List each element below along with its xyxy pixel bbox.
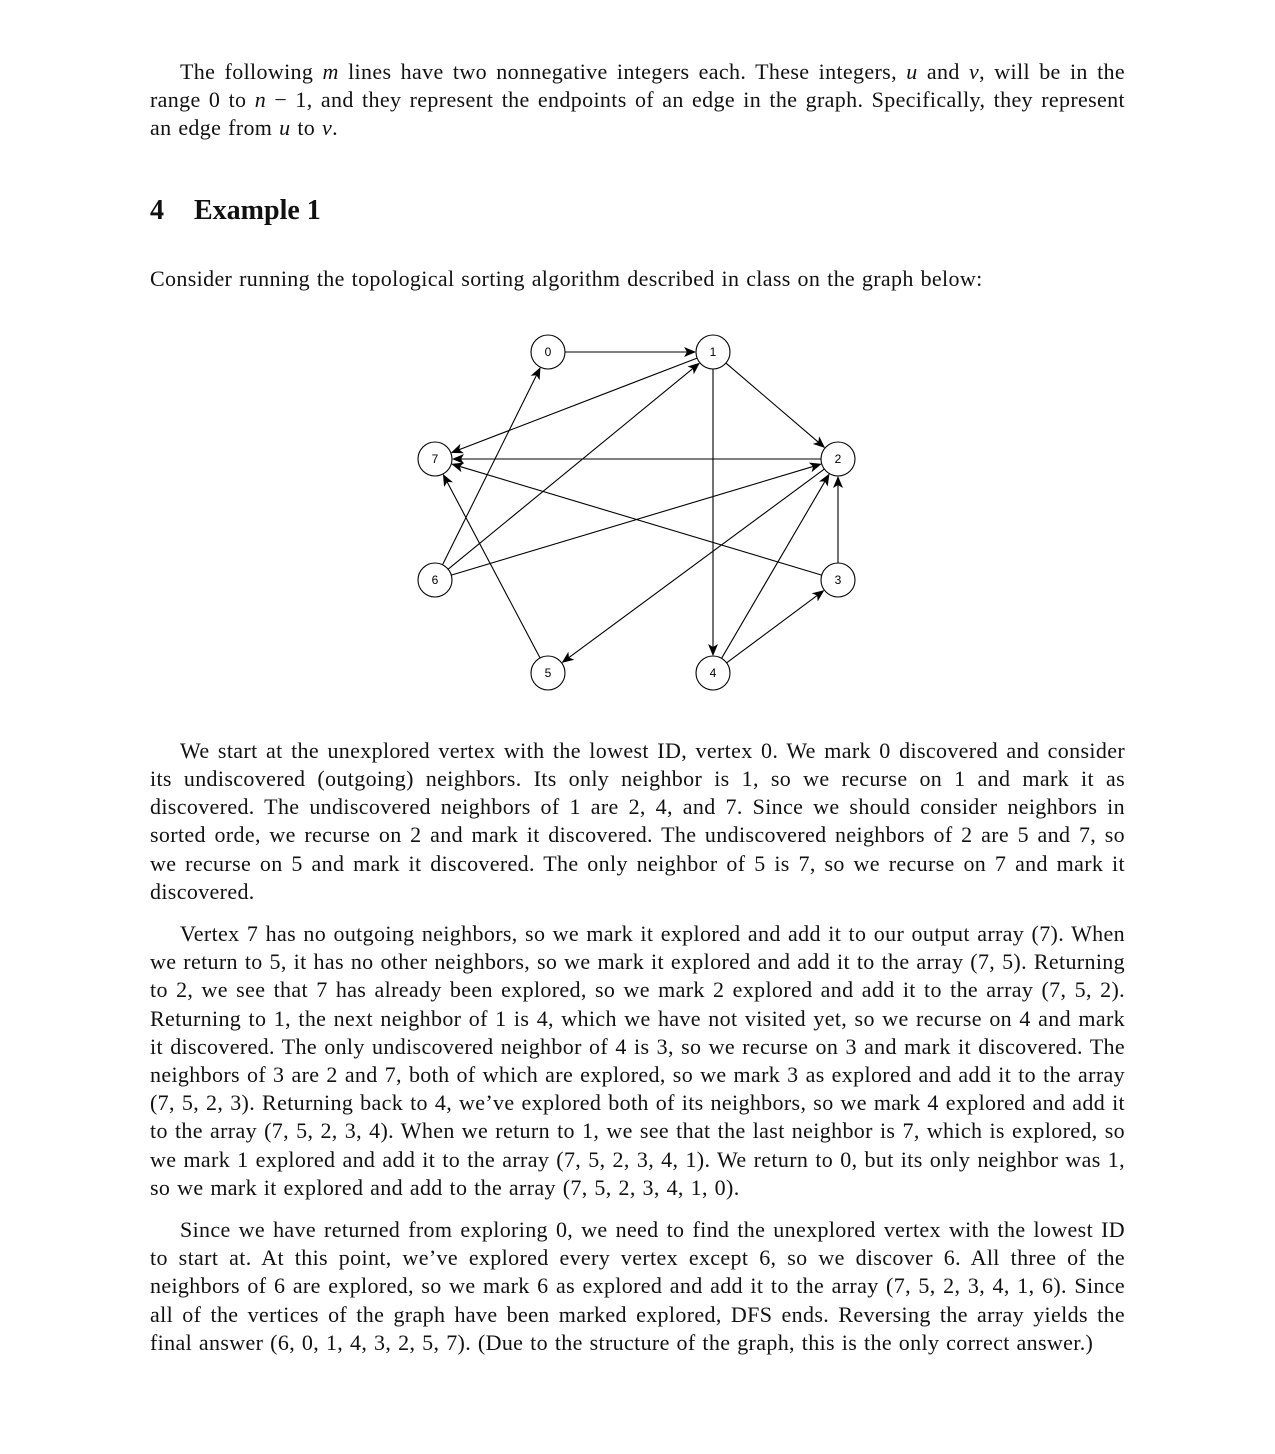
text-run: to <box>290 115 322 141</box>
edge-1-to-7 <box>452 358 697 452</box>
vertex-6 <box>418 563 452 597</box>
section-heading <box>150 195 1125 227</box>
paragraph-dfs-return: Vertex 7 has no outgoing neighbors, so we mark it explored and add it to our output array (7). When we return to 5, it has no other neighbors, so we mark it explored and add it to the array (7, 5). Returning to 2, we see that 7 has already been explored, so we mark 2 explored and add it to the array (7, 5, 2). Returning to 1, the next neighbor of 1 is 4, which we have not visited yet, so we recurse on 4 and mark it discovered. The only undiscovered neighbor of 4 is 3, so we recurse on 3 and mark it discovered. The neighbors of 3 are 2 and 7, both of which are explored, so we mark 3 as explored and add it to the array (7, 5, 2, 3). Returning back to 4, we’ve explored both of its neighbors, so we mark 4 explored and add it to the array (7, 5, 2, 3, 4). When we return to 1, we see that the last neighbor is 7, which is explored, so we mark 1 explored and add it to the array (7, 5, 2, 3, 4, 1). We return to 0, but its only neighbor was 1, so we mark it explored and add to the array (7, 5, 2, 3, 4, 1, 0). <box>150 921 1125 1200</box>
text-run: . <box>332 115 338 141</box>
edge-4-to-2 <box>722 474 829 658</box>
vertex-label: 5 <box>544 665 552 680</box>
directed-graph-figure <box>150 323 1125 703</box>
intro-paragraph <box>150 58 1125 143</box>
vertex-4 <box>696 656 730 690</box>
math-variable: n <box>254 87 267 113</box>
vertex-label: 3 <box>834 572 842 587</box>
vertex-0 <box>531 335 565 369</box>
vertex-2 <box>821 442 855 476</box>
section-title: Example 1 <box>194 194 321 226</box>
lead-in-paragraph: Consider running the topological sorting algorithm described in class on the graph below: <box>150 265 983 291</box>
paragraph-dfs-final: Since we have returned from exploring 0, we need to find the unexplored vertex with the lowest ID to start at. At this point, we’ve explored every vertex except 6, so we discover 6. All three of the neighbors of 6 are explored, so we mark 6 as explored and add it to the array (7, 5, 2, 3, 4, 1, 6). Since all of the vertices of the graph have been marked explored, DFS ends. Reversing the array yields the final answer (6, 0, 1, 4, 3, 2, 5, 7). (Due to the structure of the graph, this is the only correct answer.) <box>150 1217 1125 1355</box>
text-run: and <box>917 59 970 84</box>
math-variable: v <box>321 115 333 141</box>
vertex-label: 6 <box>431 572 439 587</box>
edge-4-to-3 <box>727 591 824 663</box>
paragraph-dfs-start: We start at the unexplored vertex with the lowest ID, vertex 0. We mark 0 discovered and consider its undiscovered (outgoing) neighbors. Its only neighbor is 1, so we recurse on 1 and mark it as discovered. The undiscovered neighbors of 1 are 2, 4, and 7. Since we should consider neighbors in sorted orde, we recurse on 2 and mark it discovered. The undiscovered neighbors of 2 are 5 and 7, so we recurse on 5 and mark it discovered. The only neighbor of 5 is 7, so we recurse on 7 and mark it discovered. <box>150 737 1125 904</box>
vertex-label: 7 <box>431 451 439 466</box>
vertex-5 <box>531 656 565 690</box>
text-run: lines have two nonnegative integers each. These integers, <box>338 59 907 84</box>
document-page <box>150 58 1125 1357</box>
math-variable: u <box>279 115 291 141</box>
text-run: The following <box>180 59 323 84</box>
edge-1-to-2 <box>726 363 824 447</box>
edge-5-to-7 <box>443 475 540 658</box>
edge-6-to-0 <box>443 368 540 565</box>
text-run: − 1, and they represent the endpoints of an edge in the graph. Specifically, they represent an edge from <box>150 87 1125 141</box>
vertex-label: 1 <box>709 344 717 359</box>
vertex-label: 0 <box>544 344 552 359</box>
math-variable: v <box>969 59 980 84</box>
math-variable: m <box>322 59 339 84</box>
vertex-label: 2 <box>834 451 842 466</box>
vertex-1 <box>696 335 730 369</box>
math-variable: u <box>906 59 918 84</box>
edge-2-to-5 <box>562 469 824 662</box>
section-number: 4 <box>150 194 164 226</box>
vertex-label: 4 <box>709 665 717 680</box>
vertex-7 <box>418 442 452 476</box>
vertex-3 <box>821 563 855 597</box>
text-run: , will be in the range 0 to <box>150 59 1125 113</box>
